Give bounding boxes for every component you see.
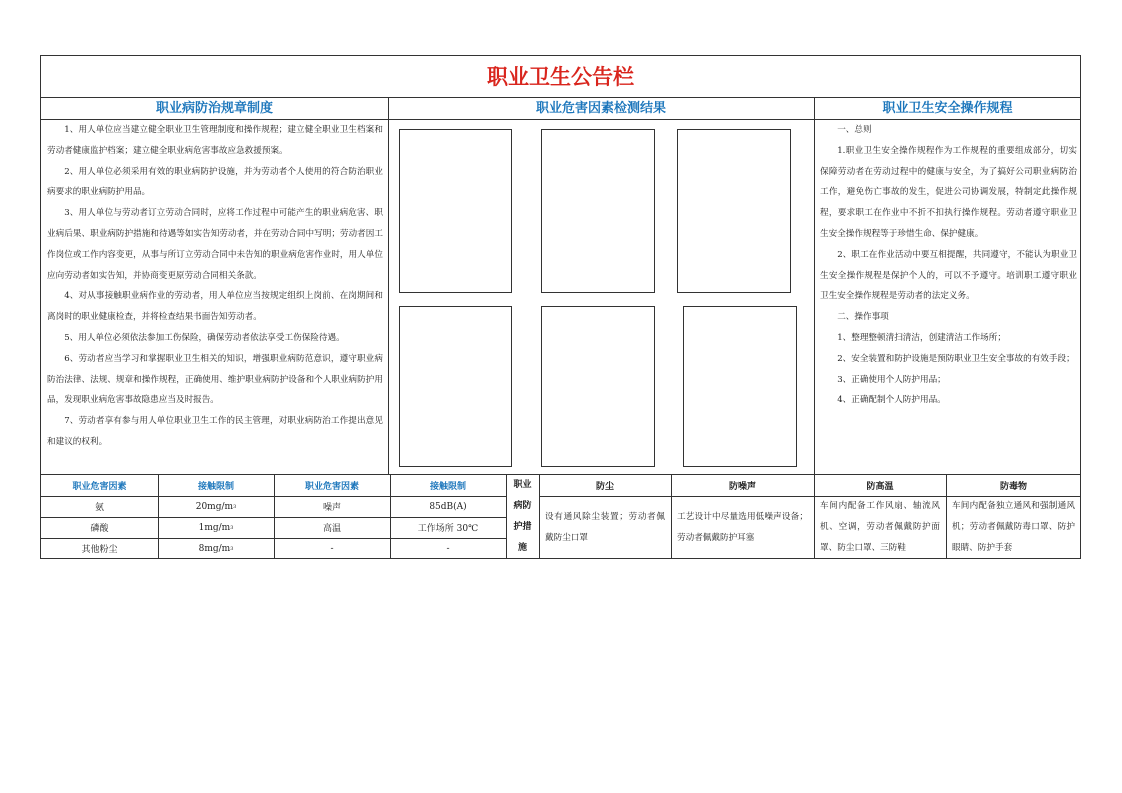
detection-report-frame (399, 129, 512, 293)
protection-header-noise: 防噪声 (728, 481, 756, 492)
safety-item: 1、整理整顿清扫清洁，创建清洁工作场所； (837, 332, 1006, 343)
regulation-item: 3、用人单位与劳动者订立劳动合同时，应将工作过程中可能产生的职业病危害、职业病后果、职业病防护措施和待遇等如实告知劳动者，并在劳动合同中写明；劳动者因工作岗位或工作内容变更，从事与所订立劳动合同中未告知的职业病危害作业时，用人单位应向劳动者如实告知，并协商变更原劳动合同相关条款。 (47, 208, 383, 281)
protection-header-toxic: 防毒物 (999, 481, 1027, 492)
safety-text (820, 120, 1077, 475)
regulation-item: 4、对从事接触职业病作业的劳动者，用人单位应当按规定组织上岗前、在岗期间和离岗时的职业健康检查，并将检查结果书面告知劳动者。 (47, 291, 383, 323)
hazard-cell: 氨 (94, 503, 104, 513)
protection-measure-heat: 车间内配备工作风扇、轴流风机、空调，劳动者佩戴防护面罩、防尘口罩、三防鞋 (820, 501, 940, 553)
limit-header: 接触限制 (197, 481, 234, 492)
protection-label-line: 护措 (513, 521, 532, 532)
unit-superscript: 3 (230, 524, 234, 531)
protection-measure-dust: 设有通风除尘装置；劳动者佩戴防尘口罩 (545, 511, 665, 543)
detection-report-frame (399, 306, 512, 467)
notice-board (40, 55, 1081, 559)
limit-cell: 工作场所 30℃ (417, 524, 479, 534)
protection-label-line: 职业 (513, 479, 532, 490)
hazard-header: 职业危害因素 (304, 481, 359, 492)
regulation-item: 2、用人单位必须采用有效的职业病防护设施，并为劳动者个人使用的符合防治职业病要求的职业病防护用品。 (47, 166, 383, 198)
protection-label (506, 474, 539, 559)
limit-cell (158, 517, 274, 538)
board-title: 职业卫生公告栏 (41, 56, 1080, 98)
detection-report-frame (683, 306, 797, 467)
safety-item: 2、安全装置和防护设施是预防职业卫生安全事故的有效手段； (837, 353, 1075, 364)
limit-cell (158, 496, 274, 517)
safety-heading: 职业卫生安全操作规程 (814, 98, 1081, 120)
limit-cell: - (446, 543, 450, 554)
protection-header-dust: 防尘 (595, 481, 614, 492)
regulation-item: 6、劳动者应当学习和掌握职业卫生相关的知识，增强职业病防范意识，遵守职业病防治法律、法规、规章和操作规程，正确使用、维护职业病防护设备和个人职业病防护用品，发现职业病危害事故隐患应当及时报告。 (47, 353, 383, 406)
protection-measure-noise: 工艺设计中尽量选用低噪声设备；劳动者佩戴防护耳塞 (677, 511, 808, 543)
hazard-cell: 其他粉尘 (81, 545, 118, 555)
regulation-item: 7、劳动者享有参与用人单位职业卫生工作的民主管理，对职业病防治工作提出意见和建议的权利。 (47, 416, 383, 447)
safety-item: 二、操作事项 (837, 312, 889, 323)
hazard-cell: 噪声 (322, 503, 341, 513)
limit-value: 1mg/m (198, 522, 231, 533)
hazard-cell: 磷酸 (90, 524, 109, 534)
regulations-text (47, 120, 383, 475)
protection-label-line: 施 (517, 542, 527, 553)
safety-item: 一、总则 (837, 125, 872, 135)
safety-item: 3、正确使用个人防护用品； (837, 374, 946, 385)
detection-report-frame (541, 306, 655, 467)
safety-item: 2、职工在作业活动中要互相提醒，共同遵守，不能认为职业卫生安全操作规程是保护个人的，可以不予遵守。培训职工遵守职业卫生安全操作规程是劳动者的法定义务。 (820, 249, 1077, 302)
unit-superscript: 3 (233, 503, 237, 510)
regulation-item: 1、用人单位应当建立健全职业卫生管理制度和操作规程；建立健全职业卫生档案和劳动者健康监护档案；建立健全职业病危害事故应急救援预案。 (47, 125, 383, 156)
safety-item: 1.职业卫生安全操作规程作为工作规程的重要组成部分，切实保障劳动者在劳动过程中的健康与安全，为了搞好公司职业病防治工作，避免伤亡事故的发生，促进公司协调发展，特制定此操作规程，要求职工在作业中不折不扣执行操作规程。劳动者遵守职业卫生安全操作规程等于珍惜生命、保护健康。 (820, 145, 1077, 239)
protection-measure-toxic: 车间内配备独立通风和强制通风机；劳动者佩戴防毒口罩、防护眼睛、防护手套 (952, 501, 1075, 553)
safety-item: 4、正确配制个人防护用品。 (837, 395, 946, 406)
hazard-header: 职业危害因素 (72, 481, 127, 492)
limit-value: 20mg/m (195, 501, 234, 512)
limit-value: 8mg/m (198, 543, 231, 554)
detection-report-frame (677, 129, 791, 293)
regulations-heading: 职业病防治规章制度 (41, 98, 388, 120)
regulation-item: 5、用人单位必须依法参加工伤保险，确保劳动者依法享受工伤保险待遇。 (64, 332, 345, 343)
column-divider (814, 98, 815, 475)
protection-label-line: 病防 (513, 500, 532, 511)
column-divider (388, 98, 389, 475)
hazard-cell: 高温 (322, 524, 341, 534)
protection-header-heat: 防高温 (866, 481, 894, 492)
detection-heading: 职业危害因素检测结果 (388, 98, 814, 120)
hazard-cell: - (330, 543, 334, 554)
limit-cell (158, 538, 274, 559)
unit-superscript: 3 (230, 545, 234, 552)
detection-report-frame (541, 129, 655, 293)
limit-cell: 85dB(A) (429, 501, 467, 512)
limit-header: 接触限制 (429, 481, 466, 492)
